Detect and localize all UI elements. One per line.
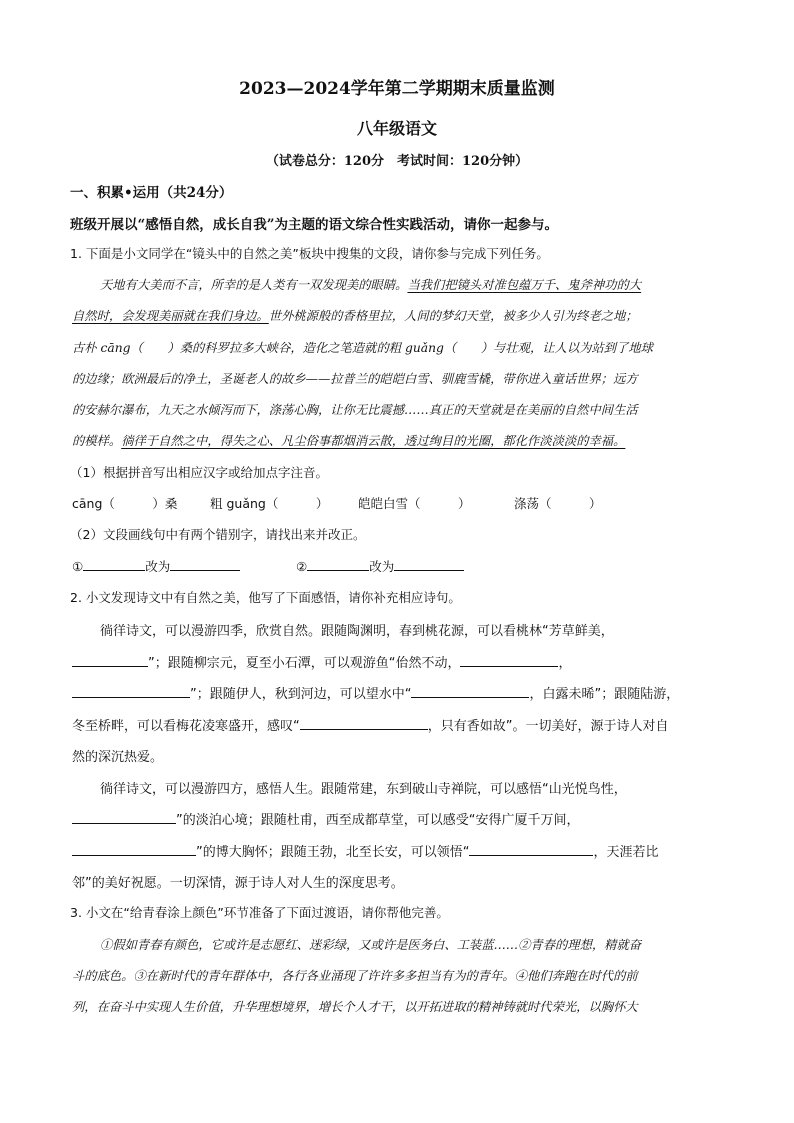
passage-line-5: 的安赫尔瀑布，九天之水倾泻而下，涤荡心胸，让你无比震撼……真正的天堂就是在美丽的自然中间生活 (72, 403, 638, 417)
question-2-stem: 2. 小文发现诗文中有自然之美，他写了下面感悟，请你补充相应诗句。 (70, 590, 461, 605)
question-1-stem: 1. 下面是小文同学在“镜头中的自然之美”板块中搜集的文段，请你参与完成下列任务。 (70, 246, 549, 261)
task-2-prompt: （2）文段画线句中有两个错别字，请找出来并改正。 (70, 527, 366, 542)
task-2-answer-1 (72, 557, 240, 575)
q2-text: ， (558, 656, 572, 671)
poem-blank[interactable] (460, 654, 558, 667)
passage-line-6 (72, 431, 625, 449)
q2-text: ，白露未晞”；跟随陆游， (529, 687, 680, 702)
underlined-sentence: 徜徉于自然之中，得失之心、凡尘俗事都烟消云散，透过绚目的光圈，都化作淡淡淡的幸福。 (121, 434, 626, 448)
section-heading: 一、积累•运用（共24分） (70, 185, 233, 201)
answer-blank[interactable] (394, 558, 464, 571)
poem-blank[interactable] (411, 685, 529, 698)
q2-line (72, 683, 679, 702)
poem-blank[interactable] (72, 843, 196, 856)
q2-text: ”的博大胸怀；跟随王勃，北至长安，可以领悟“ (196, 845, 470, 860)
answer-label: 改为 (369, 559, 395, 574)
question-3-stem: 3. 小文在“给青春涂上颜色”环节准备了下面过渡语，请你帮他完善。 (70, 905, 449, 920)
q3-passage-line: 斗的底色。③在新时代的青年群体中，各行各业涌现了许许多多担当有为的青年。④他们奔跑在时代的前 (72, 969, 638, 983)
underlined-sentence: 当我们把镜头对准包蕴万千、鬼斧神功的大 (407, 278, 642, 292)
task-1-item[interactable]: 皑皑白雪（ ） (358, 496, 471, 511)
task-1-item[interactable]: 粗 guǎng（ ） (210, 496, 329, 511)
answer-blank[interactable] (83, 558, 145, 571)
q2-line (72, 841, 659, 860)
answer-blank[interactable] (170, 558, 240, 571)
passage-text: 世外桃源般的香格里拉，人间的梦幻天堂，被多少人引为终老之地； (268, 309, 638, 323)
task-1-item[interactable]: cāng（ ）桑 (72, 496, 178, 511)
underlined-sentence: 自然时，会发现美丽就在我们身边。 (72, 309, 269, 323)
q2-line: 然的深沉热爱。 (72, 750, 164, 765)
passage-line-2 (72, 306, 638, 324)
q2-text: ，只有香如故”。一切美好，源于诗人对自 (427, 719, 669, 734)
poem-blank[interactable] (72, 685, 190, 698)
q2-text: 冬至桥畔，可以看梅花凌寒盛开，感叹“ (72, 719, 300, 734)
exam-title: 2023—2024学年第二学期期末质量监测 (239, 79, 555, 99)
q2-text: ”；跟随伊人，秋到河边，可以望水中“ (190, 687, 412, 702)
poem-blank[interactable] (72, 654, 148, 667)
q2-line: 徜徉诗文，可以漫游四季，欣赏自然。跟随陶渊明，春到桃花源，可以看桃林“芳草鲜美， (100, 624, 614, 639)
passage-line-1 (100, 275, 641, 293)
q3-passage-line: ①假如青春有颜色，它或许是志愿红、迷彩绿，又或许是医务白、工装蓝……②青春的理想，精就奋 (100, 938, 642, 952)
grade-subject: 八年级语文 (356, 119, 437, 138)
q2-line (72, 715, 669, 734)
q2-text: ，天涯若比 (593, 845, 659, 860)
answer-label: 改为 (145, 559, 171, 574)
answer-label: ② (296, 559, 308, 574)
q2-line (72, 652, 572, 671)
task-1-prompt: （1）根据拼音写出相应汉字或给加点字注音。 (70, 465, 328, 480)
poem-blank[interactable] (300, 717, 428, 730)
q2-text: ”的淡泊心境；跟随杜甫，西至成都草堂，可以感受“安得广厦千万间， (176, 813, 580, 828)
q2-text: ”；跟随柳宗元，夏至小石潭，可以观游鱼“佁然不动， (148, 656, 461, 671)
passage-line-4: 的边缘；欧洲最后的净土，圣诞老人的故乡——拉普兰的皑皑白雪、驯鹿雪橇，带你进入童话世界；远方 (72, 372, 638, 386)
poem-blank[interactable] (72, 811, 176, 824)
section-intro: 班级开展以“感悟自然，成长自我”为主题的语文综合性实践活动，请你一起参与。 (70, 217, 559, 233)
answer-label: ① (72, 559, 84, 574)
q2-line (72, 809, 579, 828)
q2-line: 徜徉诗文，可以漫游四方，感悟人生。跟随常建，东到破山寺禅院，可以感悟“山光悦鸟性， (100, 782, 627, 797)
poem-blank[interactable] (469, 843, 593, 856)
task-1-item[interactable]: 涤荡（ ） (514, 496, 602, 511)
passage-text: 的模样。 (72, 434, 122, 448)
task-2-answer-2 (296, 557, 464, 575)
exam-info: （试卷总分：120分 考试时间：120分钟） (265, 154, 529, 169)
q3-passage-line: 列，在奋斗中实现人生价值，升华理想境界，增长个人才干，以开拓进取的精神铸就时代荣光，以胸怀大 (72, 1000, 638, 1014)
answer-blank[interactable] (307, 558, 369, 571)
q2-line: 邻”的美好祝愿。一切深情，源于诗人对人生的深度思考。 (72, 876, 404, 891)
passage-text: 天地有大美而不言，所幸的是人类有一双发现美的眼睛。 (100, 278, 408, 292)
passage-line-3: 古朴 cāng（ ）桑的科罗拉多大峡谷，造化之笔造就的粗 guǎng（ ）与壮观，让人以为站到了地球 (72, 341, 653, 355)
